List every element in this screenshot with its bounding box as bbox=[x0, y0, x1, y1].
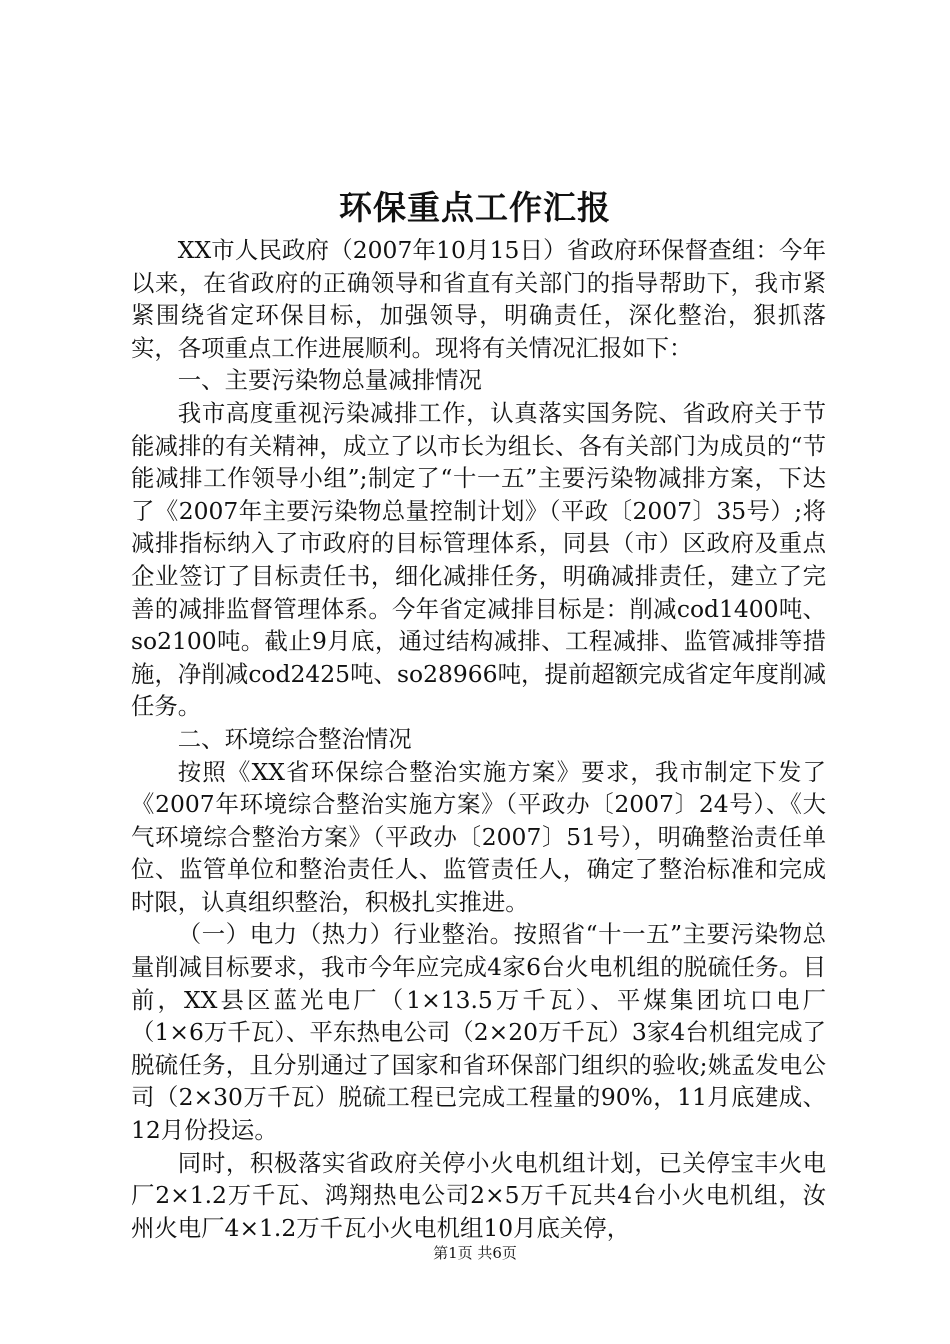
document-body bbox=[131, 234, 826, 1244]
paragraph-small-thermal-units: 同时，积极落实省政府关停小火电机组计划，已关停宝丰火电厂2×1.2万千瓦、鸿翔热电公司2×5万千瓦共4台小火电机组，汝州火电厂4×1.2万千瓦小火电机组10月底关停， bbox=[131, 1148, 826, 1242]
paragraph-emission-reduction: 我市高度重视污染减排工作，认真落实国务院、省政府关于节能减排的有关精神，成立了以市长为组长、各有关部门为成员的“节能减排工作领导小组”;制定了“十一五”主要污染物减排方案，下达了《2007年主要污染物总量控制计划》（平政〔2007〕35号）;将减排指标纳入了市政府的目标管理体系，同县（市）区政府及重点企业签订了目标责任书，细化减排任务，明确减排责任，建立了完善的减排监督管理体系。今年省定减排目标是：削减cod1400吨、so2100吨。截止9月底，通过结构减排、工程减排、监管减排等措施，净削减cod2425吨、so28966吨，提前超额完成省定年度削减任务。 bbox=[131, 398, 826, 721]
page-number: 第1页 共6页 bbox=[433, 1244, 517, 1262]
paragraph-power-industry: （一）电力（热力）行业整治。按照省“十一五”主要污染物总量削减目标要求，我市今年应完成4家6台火电机组的脱硫任务。目前，XX县区蓝光电厂（1×13.5万千瓦）、平煤集团坑口电厂（1×6万千瓦）、平东热电公司（2×20万千瓦）3家4台机组完成了脱硫任务，且分别通过了国家和省环保部门组织的验收;姚孟发电公司（2×30万千瓦）脱硫工程已完成工程量的90%，11月底建成、12月份投运。 bbox=[131, 920, 826, 1145]
paragraph-comprehensive-remediation: 按照《XX省环保综合整治实施方案》要求，我市制定下发了《2007年环境综合整治实施方案》（平政办〔2007〕24号）、《大气环境综合整治方案》（平政办〔2007〕51号），明确整治责任单位、监管单位和整治责任人、监管责任人，确定了整治标准和完成时限，认真组织整治，积极扎实推进。 bbox=[131, 757, 826, 916]
paragraph-intro: XX市人民政府（2007年10月15日）省政府环保督查组：今年以来，在省政府的正确领导和省直有关部门的指导帮助下，我市紧紧围绕省定环保目标，加强领导，明确责任，深化整治，狠抓落实，各项重点工作进展顺利。现将有关情况汇报如下： bbox=[131, 236, 826, 362]
section-heading-2: 二、环境综合整治情况 bbox=[177, 724, 412, 753]
section-heading-1: 一、主要污染物总量减排情况 bbox=[177, 366, 482, 395]
document-title: 环保重点工作汇报 bbox=[339, 188, 611, 227]
